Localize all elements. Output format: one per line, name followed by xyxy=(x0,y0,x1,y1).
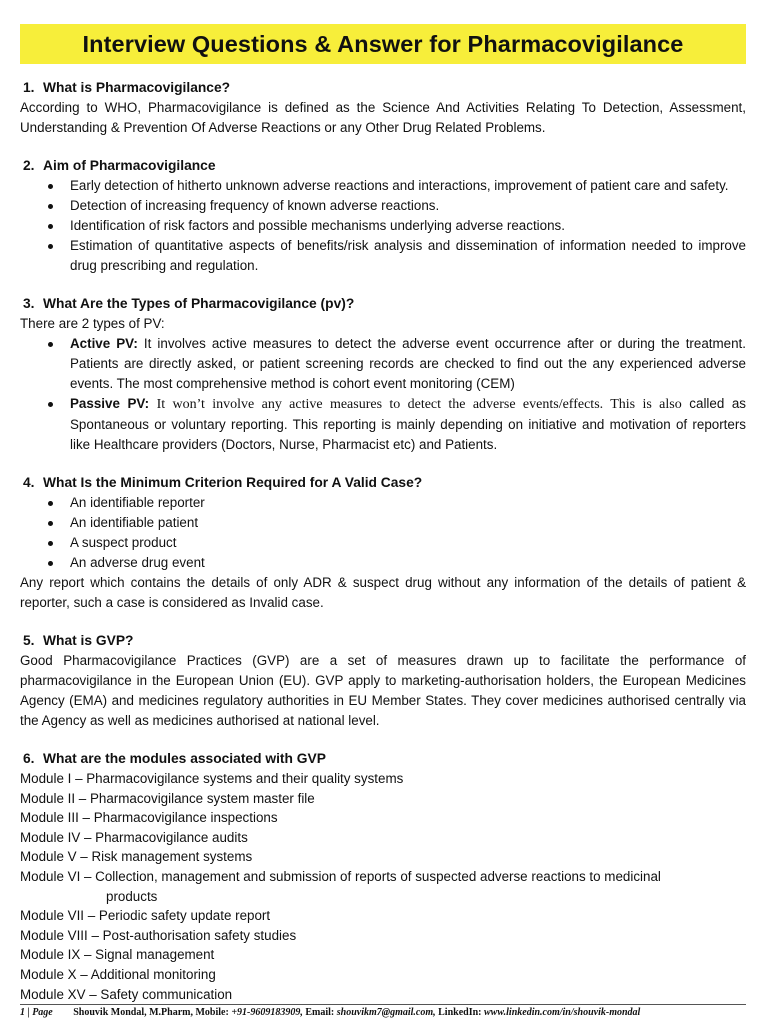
question-text: What Are the Types of Pharmacovigilance (pv)? xyxy=(43,296,355,311)
module-item: Module I – Pharmacovigilance systems and their quality systems xyxy=(20,771,404,786)
module-item-continuation: products xyxy=(106,888,158,904)
question-text: What are the modules associated with GVP xyxy=(43,751,326,766)
bullet-list xyxy=(20,334,746,455)
passive-pv-text-1: It won’t involve any active measures to detect the adverse events/effects. This is also xyxy=(156,397,682,412)
section-q3 xyxy=(20,294,746,455)
active-pv-label: Active PV: xyxy=(70,336,138,351)
question-number: 1. xyxy=(23,80,35,95)
section-q5 xyxy=(20,631,746,731)
module-list xyxy=(20,769,746,1004)
module-item: Module XV – Safety communication xyxy=(20,986,233,1002)
question-number: 3. xyxy=(23,296,35,311)
module-item: Module II – Pharmacovigilance system master file xyxy=(20,790,315,806)
bullet-list xyxy=(20,176,746,276)
question-heading xyxy=(20,294,746,314)
question-text: What is Pharmacovigilance? xyxy=(43,80,231,95)
answer-paragraph: Any report which contains the details of only ADR & suspect drug without any information of the details of patient & reporter, such a case is considered as Invalid case. xyxy=(20,575,746,610)
title-banner xyxy=(20,24,746,64)
module-item: Module III – Pharmacovigilance inspections xyxy=(20,810,278,826)
question-number: 2. xyxy=(23,158,35,173)
footer-email: shouvikm7@gmail.com, xyxy=(336,1007,436,1018)
module-item: Module V – Risk management systems xyxy=(20,849,253,865)
list-item-passive-pv xyxy=(20,394,746,455)
page-footer xyxy=(20,1004,746,1020)
question-number: 5. xyxy=(23,633,35,648)
module-item: Module X – Additional monitoring xyxy=(20,966,216,982)
question-heading xyxy=(20,749,746,769)
question-heading xyxy=(20,631,746,651)
footer-linkedin: www.linkedin.com/in/shouvik-mondal xyxy=(484,1007,641,1018)
question-number: 4. xyxy=(23,475,35,490)
list-item: Estimation of quantitative aspects of benefits/risk analysis and dissemination of information needed to improve drug prescribing and regulation. xyxy=(20,236,746,276)
question-text: Aim of Pharmacovigilance xyxy=(43,158,216,173)
list-item: A suspect product xyxy=(20,533,746,553)
question-number: 6. xyxy=(23,751,35,766)
question-text: What Is the Minimum Criterion Required for A Valid Case? xyxy=(43,475,423,490)
question-heading xyxy=(20,156,746,176)
answer-paragraph: According to WHO, Pharmacovigilance is defined as the Science And Activities Relating To Detection, Assessment, Understanding & Prevention Of Adverse Reactions or any Other Drug Related Problems. xyxy=(20,100,746,135)
active-pv-text: It involves active measures to detect the adverse event occurrence after or during the treatment. Patients are directly asked, or patient screening records are checked to find out the any experienced adverse events. The most comprehensive method is cohort event monitoring (CEM) xyxy=(70,336,746,391)
question-heading xyxy=(20,473,746,493)
list-item: An adverse drug event xyxy=(20,553,746,573)
passive-pv-text-2: called as Spontaneous or voluntary reporting. This reporting is mainly depending on initiative and motivation of reporters like Healthcare providers (Doctors, Nurse, Pharmacist etc) and Patients. xyxy=(70,396,746,452)
list-item: An identifiable patient xyxy=(20,513,746,533)
module-item: Module VI – Collection, management and submission of reports of suspected adverse reactions to medicinal xyxy=(20,868,661,884)
answer-intro: There are 2 types of PV: xyxy=(20,316,165,331)
list-item: Detection of increasing frequency of known adverse reactions. xyxy=(20,196,746,216)
section-q1 xyxy=(20,78,746,138)
module-item: Module VII – Periodic safety update report xyxy=(20,908,271,924)
footer-mobile: +91-9609183909, xyxy=(231,1007,303,1018)
document-body xyxy=(20,78,746,1022)
list-item: Identification of risk factors and possible mechanisms underlying adverse reactions. xyxy=(20,216,746,236)
module-item: Module IX – Signal management xyxy=(20,947,215,963)
page-title: Interview Questions & Answer for Pharmacovigilance xyxy=(82,31,684,57)
list-item: Early detection of hitherto unknown adverse reactions and interactions, improvement of patient care and safety. xyxy=(20,176,746,196)
section-q6 xyxy=(20,749,746,1004)
question-text: What is GVP? xyxy=(43,633,134,648)
bullet-list xyxy=(20,493,746,573)
question-heading xyxy=(20,78,746,98)
footer-author: Shouvik Mondal, M.Pharm, Mobile: xyxy=(73,1007,229,1018)
list-item: An identifiable reporter xyxy=(20,493,746,513)
module-item: Module IV – Pharmacovigilance audits xyxy=(20,829,248,845)
answer-paragraph: Good Pharmacovigilance Practices (GVP) are a set of measures drawn up to facilitate the performance of pharmacovigilance in the European Union (EU). GVP apply to marketing-authorisation holders, the European Medicines Agency (EMA) and medicines regulatory authorities in EU Member States. They cover medicines authorised centrally via the Agency as well as medicines authorised at national level. xyxy=(20,653,746,728)
section-q4 xyxy=(20,473,746,613)
list-item-active-pv xyxy=(20,334,746,394)
footer-linkedin-label: LinkedIn: xyxy=(438,1007,482,1018)
passive-pv-label: Passive PV: xyxy=(70,396,150,411)
section-q2 xyxy=(20,156,746,276)
footer-email-label: Email: xyxy=(305,1007,335,1018)
page-number: 1 | Page xyxy=(20,1007,53,1018)
module-item: Module VIII – Post-authorisation safety studies xyxy=(20,927,297,943)
